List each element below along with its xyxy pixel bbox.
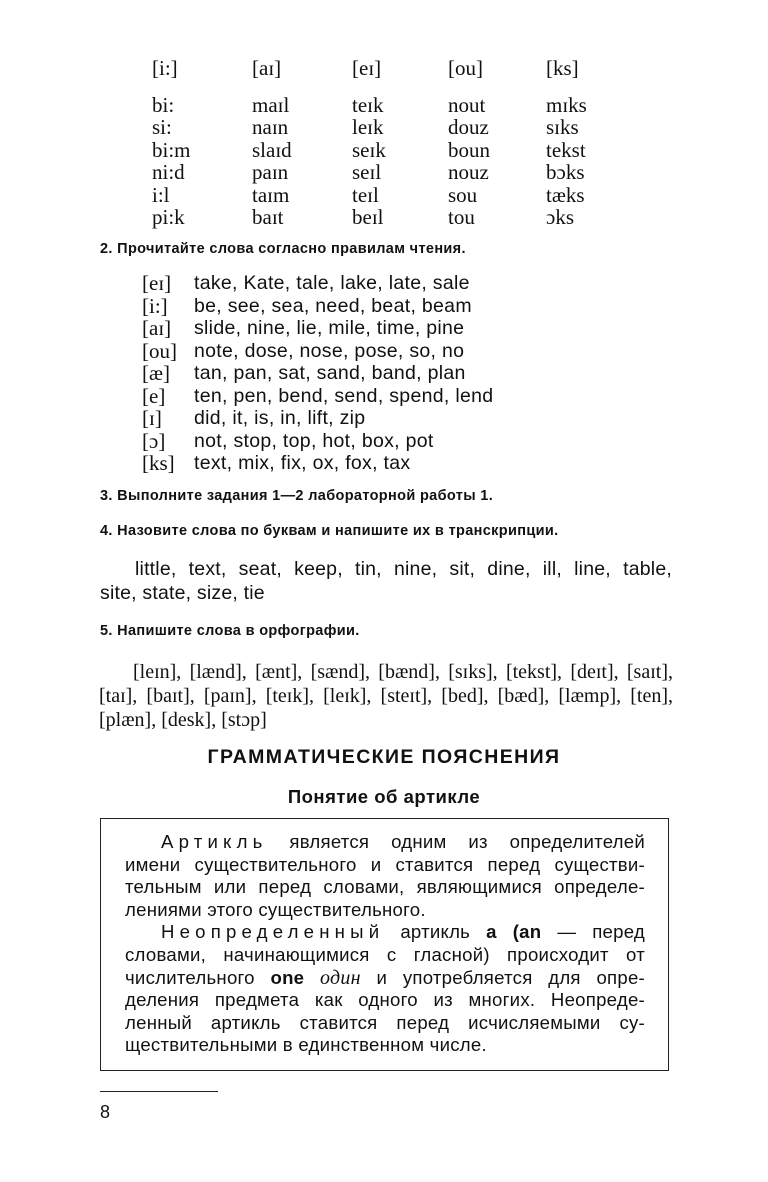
phoneme-symbol: [i:] bbox=[142, 293, 168, 318]
text-fragment: и употребляется для опре- bbox=[360, 966, 645, 988]
text-line bbox=[125, 831, 645, 854]
exercise-5-heading: 5. Напишите слова в орфографии. bbox=[100, 623, 360, 639]
text-line: лениями этого существительного. bbox=[125, 898, 426, 920]
exercise-5-transcriptions bbox=[99, 660, 673, 732]
table-cell: tæks bbox=[546, 182, 585, 207]
column-header: [eɪ] bbox=[352, 56, 382, 80]
text-line: [leɪn], [lænd], [ænt], [sænd], [bænd], [sɪks], [tekst], [deɪt], [saɪt], bbox=[133, 661, 673, 683]
word-list: be, see, sea, need, beat, beam bbox=[194, 294, 472, 317]
word-list: slide, nine, lie, mile, time, pine bbox=[194, 317, 465, 339]
table-cell: bi:m bbox=[152, 137, 191, 162]
table-cell: douz bbox=[448, 115, 489, 140]
exercise-2-heading: 2. Прочитайте слова согласно правилам чтения. bbox=[100, 241, 466, 257]
text-line: little, text, seat, keep, tin, nine, sit, dine, ill, line, table, bbox=[135, 558, 672, 580]
word-list: note, dose, nose, pose, so, no bbox=[194, 339, 465, 362]
section-title: ГРАММАТИЧЕСКИЕ ПОЯСНЕНИЯ bbox=[207, 746, 561, 768]
table-cell: seɪl bbox=[352, 160, 382, 185]
word-one: one bbox=[270, 966, 305, 988]
word-list: take, Kate, tale, lake, late, sale bbox=[194, 272, 470, 294]
column-header: [aɪ] bbox=[252, 56, 282, 80]
page-number: 8 bbox=[100, 1102, 111, 1122]
text-line: [taɪ], [baɪt], [paɪn], [teɪk], [leɪk], [steɪt], [bed], [bæd], [læmp], [ten], bbox=[99, 685, 673, 707]
table-column bbox=[352, 56, 386, 228]
table-cell: tekst bbox=[546, 137, 586, 162]
text-fragment: является одним из определителей bbox=[267, 831, 645, 852]
definition-box bbox=[100, 818, 669, 1071]
text-line: имени существительного и ставится перед существи- bbox=[125, 853, 645, 875]
text-line: словами, начинающимися с гласной) происходит от bbox=[125, 943, 645, 965]
text-line: site, state, size, tie bbox=[100, 581, 265, 604]
exercise-4-words bbox=[100, 558, 672, 605]
phoneme-symbol: [ks] bbox=[142, 451, 175, 475]
phoneme-symbol: [e] bbox=[142, 383, 166, 408]
text-line: тельным или перед словами, являющимися определе- bbox=[125, 876, 645, 898]
word-list: tan, pan, sat, sand, band, plan bbox=[194, 362, 466, 384]
article-forms: a (an bbox=[486, 921, 542, 943]
phoneme-symbol: [eɪ] bbox=[142, 271, 172, 295]
table-cell: paɪn bbox=[252, 160, 289, 185]
phoneme-symbol: [ɔ] bbox=[142, 428, 166, 453]
table-cell: slaɪd bbox=[252, 137, 292, 162]
table-cell: bɔks bbox=[546, 160, 585, 185]
table-cell: sɪks bbox=[546, 115, 579, 140]
phoneme-symbol: [æ] bbox=[142, 361, 170, 385]
word-list: did, it, is, in, lift, zip bbox=[194, 407, 366, 429]
table-cell: baɪt bbox=[252, 204, 284, 229]
table-cell: si: bbox=[152, 115, 172, 140]
table-cell: nouz bbox=[448, 160, 489, 185]
exercise-4-heading: 4. Назовите слова по буквам и напишите их в транскрипции. bbox=[100, 523, 559, 539]
text-line bbox=[125, 967, 645, 990]
text-line: деления предмета как одного из многих. Неопреде- bbox=[125, 989, 645, 1011]
table-cell: leɪk bbox=[352, 115, 384, 140]
table-cell: beɪl bbox=[352, 204, 384, 229]
table-cell: naɪn bbox=[252, 115, 289, 140]
phoneme-symbol: [ɪ] bbox=[142, 406, 162, 430]
table-column bbox=[252, 56, 292, 228]
column-header: [ks] bbox=[546, 56, 579, 80]
table-cell: ɔks bbox=[546, 204, 574, 229]
text-fragment bbox=[304, 967, 320, 988]
table-cell: nout bbox=[448, 93, 486, 117]
footnote-divider bbox=[100, 1091, 218, 1092]
exercise-3-heading: 3. Выполните задания 1—2 лабораторной работы 1. bbox=[100, 488, 494, 504]
definition-text bbox=[125, 831, 645, 1057]
word-odin: один bbox=[320, 966, 361, 989]
table-cell: maɪl bbox=[252, 93, 290, 117]
table-cell: teɪl bbox=[352, 182, 379, 207]
text-line: ществительными в единственном числе. bbox=[125, 1034, 487, 1056]
table-cell: sou bbox=[448, 182, 478, 207]
table-cell: pi:k bbox=[152, 204, 185, 229]
table-cell: bi: bbox=[152, 93, 175, 117]
word-list: ten, pen, bend, send, spend, lend bbox=[194, 384, 494, 407]
table-cell: tou bbox=[448, 204, 475, 229]
table-cell: taɪm bbox=[252, 182, 290, 207]
table-cell: i:l bbox=[152, 182, 170, 207]
column-header: [ou] bbox=[448, 56, 483, 80]
term-indefinite: Неопределенный bbox=[161, 921, 385, 943]
phoneme-symbol: [ou] bbox=[142, 338, 177, 363]
table-column bbox=[152, 56, 191, 228]
subsection-title: Понятие об артикле bbox=[287, 786, 481, 807]
text-fragment: артикль bbox=[384, 921, 487, 943]
word-list: not, stop, top, hot, box, pot bbox=[194, 429, 434, 452]
text-line: ленный артикль ставится перед исчисляемыми су- bbox=[125, 1011, 645, 1033]
text-line bbox=[125, 921, 645, 944]
table-cell: seɪk bbox=[352, 137, 386, 162]
table-cell: ni:d bbox=[152, 160, 185, 185]
text-line: [plæn], [desk], [stɔp] bbox=[99, 709, 267, 731]
word-list: text, mix, fix, ox, fox, tax bbox=[194, 452, 411, 474]
table-cell: boun bbox=[448, 137, 490, 162]
term-article: Артикль bbox=[161, 831, 268, 852]
text-fragment: числительного bbox=[125, 966, 271, 988]
text-fragment: — перед bbox=[541, 921, 645, 943]
column-header: [i:] bbox=[152, 56, 178, 80]
table-cell: teɪk bbox=[352, 93, 384, 117]
table-column bbox=[546, 56, 587, 228]
phoneme-symbol: [aɪ] bbox=[142, 316, 172, 340]
table-column bbox=[448, 56, 490, 228]
table-cell: mɪks bbox=[546, 93, 587, 117]
